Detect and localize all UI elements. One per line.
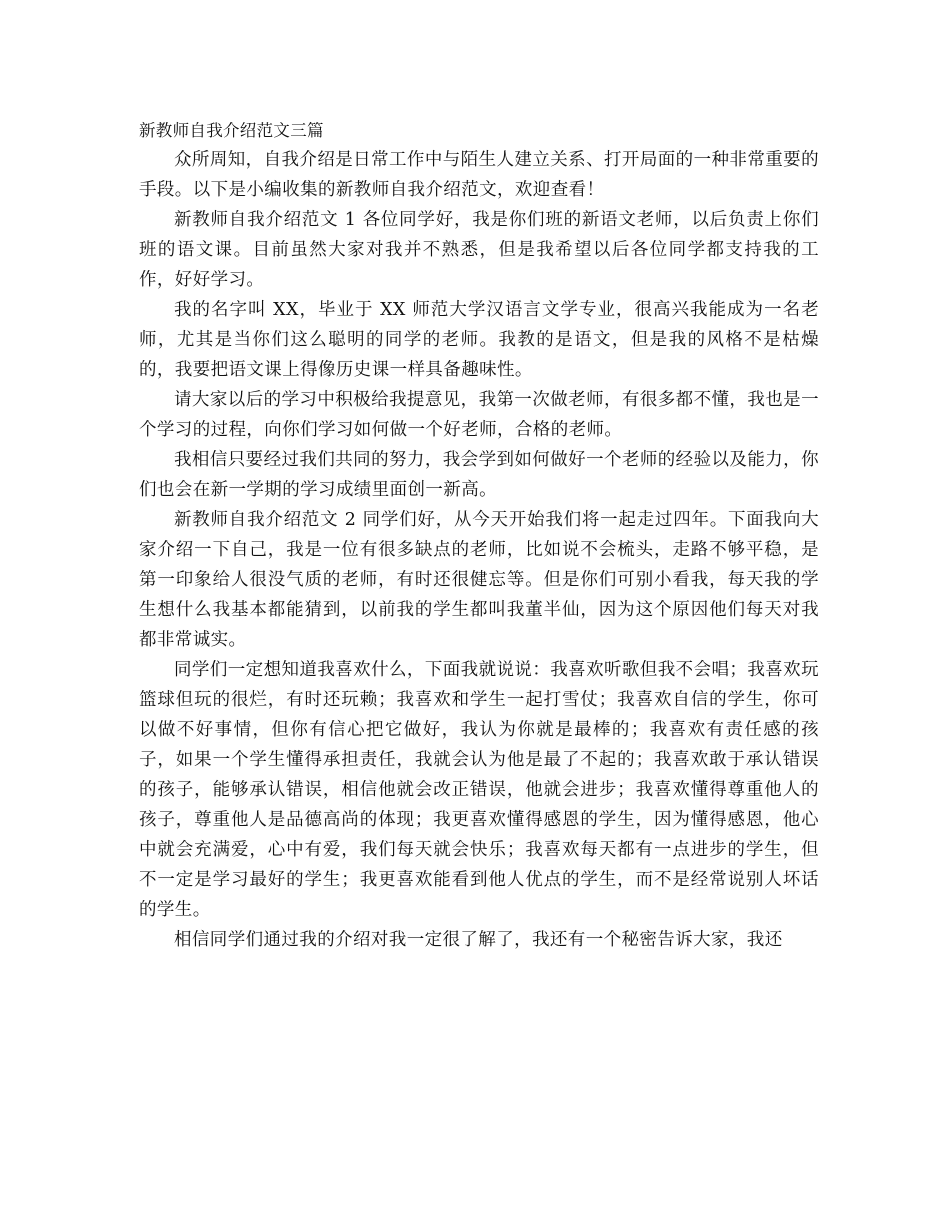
- paragraph-feedback-request: 请大家以后的学习中积极给我提意见，我第一次做老师，有很多都不懂，我也是一个学习的过程，向你们学习如何做一个好老师，合格的老师。: [139, 390, 819, 440]
- paragraph-common-effort: 我相信只要经过我们共同的努力，我会学到如何做好一个老师的经验以及能力，你们也会在新一学期的学习成绩里面创一新高。: [139, 450, 819, 500]
- paragraph-name-background: 我的名字叫 XX，毕业于 XX 师范大学汉语言文学专业，很高兴我能成为一名老师，尤其是当你们这么聪明的同学的老师。我教的是语文，但是我的风格不是枯燥的，我要把语文课上得像历史课一样具备趣味性。: [139, 300, 819, 380]
- paragraph-intro: 众所周知，自我介绍是日常工作中与陌生人建立关系、打开局面的一种非常重要的手段。以下是小编收集的新教师自我介绍范文，欢迎查看！: [139, 150, 819, 200]
- paragraph-sample-2: 新教师自我介绍范文 2 同学们好，从今天开始我们将一起走过四年。下面我向大家介绍一下自己，我是一位有很多缺点的老师，比如说不会梳头，走路不够平稳，是第一印象给人很没气质的老师，有时还很健忘等。但是你们可别小看我，每天我的学生想什么我基本都能猜到，以前我的学生都叫我董半仙，因为这个原因他们每天对我都非常诚实。: [139, 510, 819, 650]
- paragraph-secret: 相信同学们通过我的介绍对我一定很了解了，我还有一个秘密告诉大家，我还: [174, 930, 783, 950]
- document-body: [139, 116, 819, 955]
- paragraph-sample-1: 新教师自我介绍范文 1 各位同学好，我是你们班的新语文老师，以后负责上你们班的语文课。目前虽然大家对我并不熟悉，但是我希望以后各位同学都支持我的工作，好好学习。: [139, 210, 819, 290]
- document-title: 新教师自我介绍范文三篇: [139, 121, 324, 140]
- paragraph-likes: 同学们一定想知道我喜欢什么，下面我就说说：我喜欢听歌但我不会唱；我喜欢玩篮球但玩的很烂，有时还玩赖；我喜欢和学生一起打雪仗；我喜欢自信的学生，你可以做不好事情，但你有信心把它做好，我认为你就是最棒的；我喜欢有责任感的孩子，如果一个学生懂得承担责任，我就会认为他是最了不起的；我喜欢敢于承认错误的孩子，能够承认错误，相信他就会改正错误，他就会进步；我喜欢懂得尊重他人的孩子，尊重他人是品德高尚的体现；我更喜欢懂得感恩的学生，因为懂得感恩，他心中就会充满爱，心中有爱，我们每天就会快乐；我喜欢每天都有一点进步的学生，但不一定是学习最好的学生；我更喜欢能看到他人优点的学生，而不是经常说别人坏话的学生。: [139, 660, 819, 920]
